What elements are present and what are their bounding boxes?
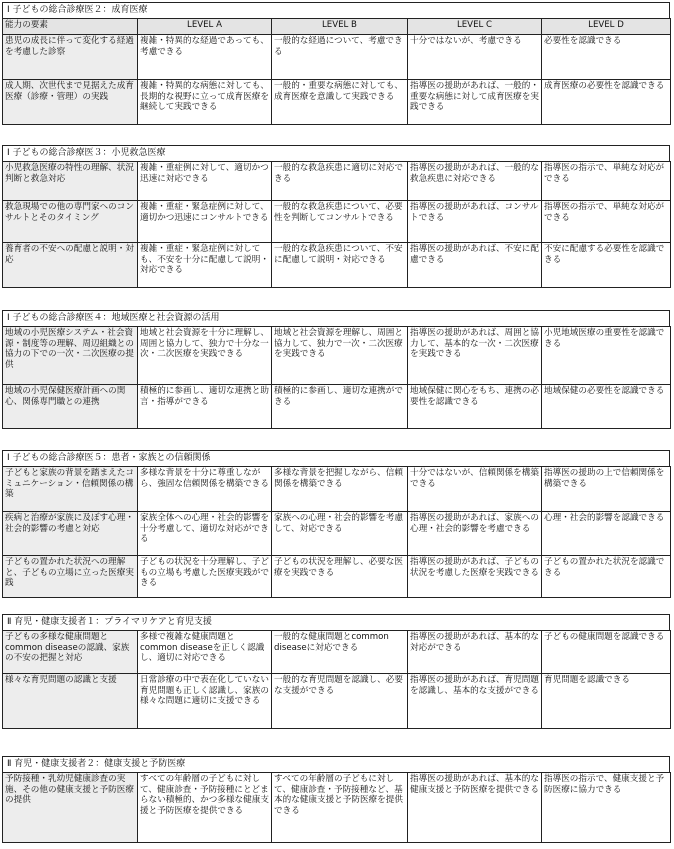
element-cell: 子どもと家族の背景を踏まえたコミュニケーション・信頼関係の構築	[3, 467, 138, 512]
section-2	[2, 145, 670, 288]
level-a-cell: 子どもの状況を十分理解し、子どもの立場も考慮した医療実践ができる	[138, 556, 272, 598]
section-3	[2, 310, 670, 429]
level-d-cell: 子どもの置かれた状況を認識できる	[542, 556, 671, 598]
level-c-cell: 指導医の援助があれば、子どもの状況を考慮した医療を実践できる	[408, 556, 542, 598]
table-row	[3, 385, 671, 429]
competency-table	[2, 630, 671, 729]
level-b-cell: 一般的な健康問題とcommon diseaseに対応できる	[272, 631, 408, 674]
level-d-cell: 指導医の指示で、単純な対応ができる	[542, 201, 671, 243]
section-title: Ⅰ 子どもの総合診療医４：地域医療と社会資源の活用	[2, 310, 670, 327]
level-a-cell: 日常診療の中で表在化していない育児問題も正しく認識し、家族の様々な問題に適切に支援できる	[138, 674, 272, 729]
element-cell: 地域の小児医療システム・社会資源・制度等の理解、周辺組織との協力の下での一次・二次医療の提供	[3, 327, 138, 385]
section-title: Ⅰ 子どもの総合診療医５：患者・家族との信頼関係	[2, 450, 670, 467]
section-title: Ⅰ 子どもの総合診療医２：成育医療	[2, 2, 670, 19]
section-title: Ⅱ 育児・健康支援者１：プライマリケアと育児支援	[2, 614, 670, 631]
element-cell: 地域の小児保健医療計画への関心、関係専門職との連携	[3, 385, 138, 429]
level-b-cell: 積極的に参画し、適切な連携ができる	[272, 385, 408, 429]
element-cell: 様々な育児問題の認識と支援	[3, 674, 138, 729]
section-title: Ⅱ 育児・健康支援者２：健康支援と予防医療	[2, 756, 670, 773]
table-row	[3, 35, 671, 80]
table-row	[3, 201, 671, 243]
element-cell: 子どもの置かれた状況への理解と、子どもの立場に立った医療実践	[3, 556, 138, 598]
level-c-cell: 指導医の援助があれば、基本的な健康支援と予防医療を提供できる	[408, 773, 542, 843]
element-cell: 疾病と治療が家族に及ぼす心理・社会的影響の考慮と対応	[3, 512, 138, 556]
level-a-cell: 地域と社会資源を十分に理解し、周囲と協力して、独力で十分な一次・二次医療を実践できる	[138, 327, 272, 385]
element-cell: 小児救急医療の特性の理解、状況判断と救急対応	[3, 162, 138, 201]
level-c-cell: 指導医の援助があれば、一般的な救急疾患に対応できる	[408, 162, 542, 201]
level-c-cell: 指導医の援助があれば、家族への心理・社会的影響を考慮できる	[408, 512, 542, 556]
level-c-cell: 指導医の援助があれば、育児問題を認識し、基本的な支援ができる	[408, 674, 542, 729]
section-1	[2, 2, 670, 125]
level-b-cell: 子どもの状況を理解し、必要な医療を実践できる	[272, 556, 408, 598]
level-a-cell: すべての年齢層の子どもに対して、健康診査・予防接種にとどまらない積極的、かつ多様な健康支援と予防医療を提供できる	[138, 773, 272, 843]
table-row	[3, 556, 671, 598]
section-5	[2, 614, 670, 729]
competency-table	[2, 466, 671, 598]
level-d-cell: 指導医の指示で、単純な対応ができる	[542, 162, 671, 201]
level-a-cell: 多様で複雑な健康問題とcommon diseaseを正しく認識し、適切に対応できる	[138, 631, 272, 674]
competency-table	[2, 772, 671, 843]
header-level-a: LEVEL A	[138, 19, 272, 35]
level-c-cell: 十分ではないが、考慮できる	[408, 35, 542, 80]
header-level-d: LEVEL D	[542, 19, 671, 35]
level-d-cell: 地域保健の必要性を認識できる	[542, 385, 671, 429]
element-cell: 予防接種・乳幼児健康診査の実施、その他の健康支援と予防医療の提供	[3, 773, 138, 843]
table-row	[3, 80, 671, 125]
competency-table	[2, 326, 671, 429]
table-row	[3, 631, 671, 674]
level-d-cell: 心理・社会的影響を認識できる	[542, 512, 671, 556]
level-c-cell: 指導医の援助があれば、不安に配慮できる	[408, 243, 542, 288]
level-c-cell: 指導医の援助があれば、コンサルトできる	[408, 201, 542, 243]
header-row	[3, 19, 671, 35]
element-cell: 子どもの多様な健康問題とcommon diseaseの認識、家族の不安の把握と対応	[3, 631, 138, 674]
header-level-c: LEVEL C	[408, 19, 542, 35]
table-row	[3, 467, 671, 512]
section-6	[2, 756, 670, 843]
level-d-cell: 指導医の援助の上で信頼関係を構築できる	[542, 467, 671, 512]
level-a-cell: 家族全体への心理・社会的影響を十分考慮して、適切な対応ができる	[138, 512, 272, 556]
table-row	[3, 162, 671, 201]
table-row	[3, 773, 671, 843]
level-b-cell: 多様な背景を把握しながら、信頼関係を構築できる	[272, 467, 408, 512]
level-a-cell: 複雑・特異的な病態に対しても、長期的な視野に立って成育医療を継続して実践できる	[138, 80, 272, 125]
level-b-cell: 地域と社会資源を理解し、周囲と協力して、独力で一次・二次医療を実践できる	[272, 327, 408, 385]
level-b-cell: 一般的・重要な病態に対しても、成育医療を意識して実践できる	[272, 80, 408, 125]
level-a-cell: 複雑・重症・緊急症例に対しても、不安を十分に配慮して説明・対応できる	[138, 243, 272, 288]
level-b-cell: 一般的な救急疾患について、不安に配慮して説明・対応できる	[272, 243, 408, 288]
level-c-cell: 指導医の援助があれば、一般的・重要な病態に対して成育医療を実践できる	[408, 80, 542, 125]
element-cell: 成人期、次世代まで見据えた成育医療（診療・管理）の実践	[3, 80, 138, 125]
element-cell: 養育者の不安への配慮と説明・対応	[3, 243, 138, 288]
level-c-cell: 指導医の援助があれば、周囲と協力して、基本的な一次・二次医療を実践できる	[408, 327, 542, 385]
section-title: Ⅰ 子どもの総合診療医３：小児救急医療	[2, 145, 670, 162]
table-row	[3, 674, 671, 729]
header-element: 能力の要素	[3, 19, 138, 35]
table-row	[3, 327, 671, 385]
level-b-cell: すべての年齢層の子どもに対して、健康診査・予防接種など、基本的な健康支援と予防医療を提供できる	[272, 773, 408, 843]
level-b-cell: 家族への心理・社会的影響を考慮して、対応できる	[272, 512, 408, 556]
level-a-cell: 複雑・特異的な経過であっても、考慮できる	[138, 35, 272, 80]
level-a-cell: 積極的に参画し、適切な連携と助言・指導ができる	[138, 385, 272, 429]
level-c-cell: 指導医の援助があれば、基本的な対応ができる	[408, 631, 542, 674]
level-d-cell: 必要性を認識できる	[542, 35, 671, 80]
level-b-cell: 一般的な救急疾患について、必要性を判断してコンサルトできる	[272, 201, 408, 243]
level-b-cell: 一般的な育児問題を認識し、必要な支援ができる	[272, 674, 408, 729]
table-row	[3, 512, 671, 556]
element-cell: 患児の成長に伴って変化する経過を考慮した診察	[3, 35, 138, 80]
level-c-cell: 地域保健に関心をもち、連携の必要性を認識できる	[408, 385, 542, 429]
level-d-cell: 子どもの健康問題を認識できる	[542, 631, 671, 674]
competency-table	[2, 18, 671, 125]
table-row	[3, 243, 671, 288]
section-4	[2, 450, 670, 598]
level-b-cell: 一般的な救急疾患に適切に対応できる	[272, 162, 408, 201]
competency-table	[2, 161, 671, 288]
level-a-cell: 多様な背景を十分に尊重しながら、強固な信頼関係を構築できる	[138, 467, 272, 512]
level-d-cell: 小児地域医療の重要性を認識できる	[542, 327, 671, 385]
level-d-cell: 育児問題を認識できる	[542, 674, 671, 729]
level-c-cell: 十分ではないが、信頼関係を構築できる	[408, 467, 542, 512]
level-a-cell: 複雑・重症・緊急症例に対して、適切かつ迅速にコンサルトできる	[138, 201, 272, 243]
level-b-cell: 一般的な経過について、考慮できる	[272, 35, 408, 80]
level-d-cell: 不安に配慮する必要性を認識できる	[542, 243, 671, 288]
level-d-cell: 成育医療の必要性を認識できる	[542, 80, 671, 125]
level-a-cell: 複雑・重症例に対して、適切かつ迅速に対応できる	[138, 162, 272, 201]
element-cell: 救急現場での他の専門家へのコンサルトとそのタイミング	[3, 201, 138, 243]
level-d-cell: 指導医の指示で、健康支援と予防医療に協力できる	[542, 773, 671, 843]
header-level-b: LEVEL B	[272, 19, 408, 35]
